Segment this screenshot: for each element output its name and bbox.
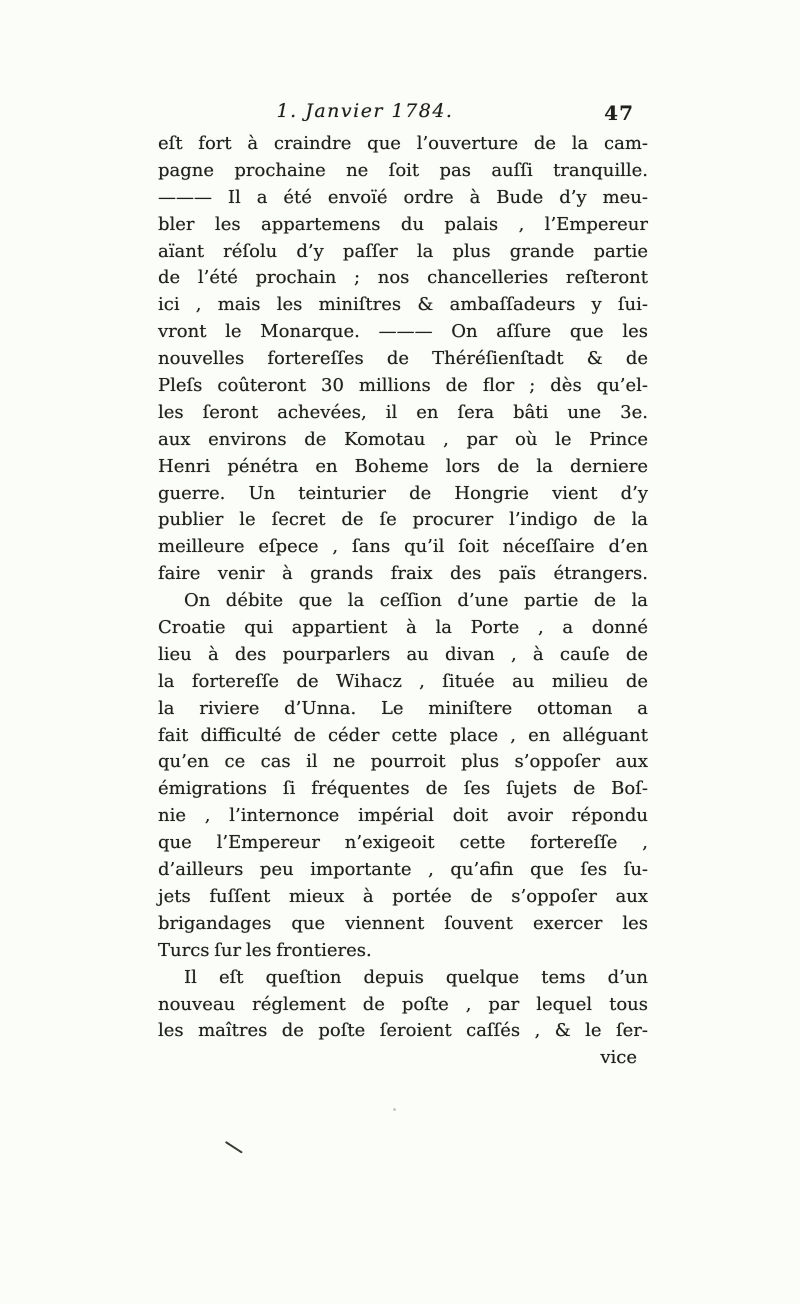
running-header xyxy=(158,100,648,128)
body-text xyxy=(158,131,648,1072)
text-line: nie , l’internonce impérial doit avoir répondu xyxy=(158,805,648,827)
text-line: aïant réſolu d’y paſſer la plus grande partie xyxy=(158,240,648,262)
text-line: meilleure eſpece , ſans qu’il ſoit néceſſaire d’en xyxy=(158,536,648,558)
text-line: publier le ſecret de ſe procurer l’indigo de la xyxy=(158,509,648,531)
text-line: émigrations ſi fréquentes de ſes ſujets de Boſ- xyxy=(158,778,648,800)
text-line: vront le Monarque. ——— On aſſure que les xyxy=(158,321,648,343)
text-line: faire venir à grands fraix des païs étrangers. xyxy=(158,563,648,585)
text-line: ici , mais les miniſtres & ambaſſadeurs y ſui- xyxy=(158,294,648,316)
text-line: la riviere d’Unna. Le miniſtere ottoman a xyxy=(158,697,648,719)
catchword: vice xyxy=(600,1047,637,1069)
text-line: guerre. Un teinturier de Hongrie vient d’y xyxy=(158,482,648,504)
text-line: que l’Empereur n’exigeoit cette fortereſſe , xyxy=(158,832,648,854)
text-line: Il eſt queſtion depuis quelque tems d’un xyxy=(184,966,648,988)
text-line: nouvelles fortereſſes de Théréſienſtadt & de xyxy=(158,348,648,370)
text-line: nouveau réglement de poſte , par lequel tous xyxy=(158,993,648,1015)
text-line: Pleſs coûteront 30 millions de flor ; dès qu’el- xyxy=(158,375,648,397)
text-line: jets fuſſent mieux à portée de s’oppoſer aux xyxy=(158,885,648,907)
paper-speck xyxy=(393,1108,396,1111)
text-line: eſt fort à craindre que l’ouverture de la cam- xyxy=(158,133,648,154)
text-line: Croatie qui appartient à la Porte , a donné xyxy=(158,617,648,639)
text-line: pagne prochaine ne ſoit pas auſſi tranquille. xyxy=(158,159,648,181)
text-line: les maîtres de poſte ſeroient caſſés , & le ſer- xyxy=(158,1020,648,1042)
text-line: qu’en ce cas il ne pourroit plus s’oppoſer aux xyxy=(158,751,648,773)
text-line: fait difficulté de céder cette place , en alléguant xyxy=(158,724,648,746)
text-line: lieu à des pourparlers au divan , à cauſe de xyxy=(158,643,648,665)
text-line: d’ailleurs peu importante , qu’afin que ſes ſu- xyxy=(158,859,648,881)
page-number: 47 xyxy=(604,101,634,125)
text-line: les ſeront achevées, il en ſera bâti une 3e. xyxy=(158,401,648,423)
header-date: 1. Janvier 1784. xyxy=(276,100,454,122)
text-line: de l’été prochain ; nos chancelleries reſteront xyxy=(158,267,648,289)
ink-smudge xyxy=(225,1141,243,1154)
text-line: ——— Il a été envoïé ordre à Bude d’y meu- xyxy=(158,186,648,208)
text-line: brigandages que viennent ſouvent exercer les xyxy=(158,912,648,934)
text-line: Henri pénétra en Boheme lors de la derniere xyxy=(158,455,648,477)
text-line: bler les appartemens du palais , l’Empereur xyxy=(158,213,648,235)
text-line: On débite que la ceſſion d’une partie de la xyxy=(184,590,648,612)
text-line: aux environs de Komotau , par où le Prince xyxy=(158,428,648,450)
text-line: Turcs ſur les frontieres. xyxy=(158,939,372,961)
text-line: la fortereſſe de Wihacz , ſituée au milieu de xyxy=(158,670,648,692)
